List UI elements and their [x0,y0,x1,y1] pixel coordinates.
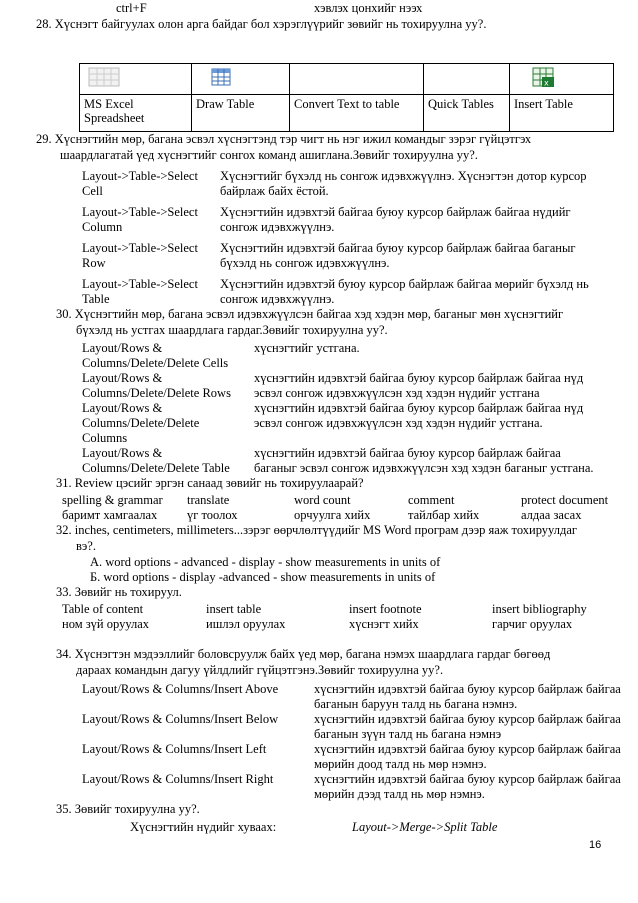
option-label-1: MS Excel Spreadsheet [80,95,192,132]
q29-left-1b: Cell [82,184,103,198]
q29-left-3a: Layout->Table->Select [82,241,198,255]
q29-left-1a: Layout->Table->Select [82,169,198,183]
q34-left-4: Layout/Rows & Columns/Insert Right [82,772,274,786]
q31-row2-1: баримт хамгаалах [62,508,158,522]
q31-row2-2: үг тоолох [187,508,238,522]
q34-left-3: Layout/Rows & Columns/Insert Left [82,742,267,756]
insert-table-icon [530,66,558,88]
q33-row1-2: insert table [206,602,262,616]
question-28: 28. Хүснэгт байгуулах олон арга байдаг бол хэрэглүүрийг зөвийг нь тохируулна уу?. [36,17,487,31]
q33-row2-4: гарчиг оруулах [492,617,573,631]
q30-right-3: эсвэл сонгож идэвхжүүлсэн хэд хэдэн нүдийг устгана [254,386,540,400]
question-30-line2: бүхэлд нь устгах шаардлага гардаг.Зөвийг тохируулна уу?. [76,323,388,337]
q30-left-8: Layout/Rows & [82,446,163,460]
q31-row2-5: алдаа засах [521,508,582,522]
q34-right-3b: мөрийн доод талд нь мөр нэмнэ. [314,757,487,771]
q30-right-4: хүснэгтийн идэвхтэй байгаа буюу курсор байрлаж байгаа нүд [254,401,584,415]
page-number: 16 [589,839,602,851]
question-32-line1: 32. inches, centimeters, millimeters...зэрэг өөрчлөлтүүдийг MS Word програм дээр яаж тохируулдаг [56,523,578,537]
icon-cell-1 [80,64,192,95]
q30-right-7: баганыг эсвэл сонгож идэвхжүүлсэн хэд хэдэн баганыг устгана. [254,461,594,475]
q34-right-3a: хүснэгтийн идэвхтэй байгаа буюу курсор байрлаж байгаа [314,742,621,756]
q33-row1-3: insert footnote [349,602,422,616]
q34-left-2: Layout/Rows & Columns/Insert Below [82,712,279,726]
question-34-line2: дараах командын дагуу үйлдлийг гүйцэтгэнэ.Зөвийг тохируулна уу?. [76,663,444,677]
q32-option-a: A. word options - advanced - display - show measurements in units of [90,555,441,569]
q34-right-1a: хүснэгтийн идэвхтэй байгаа буюу курсор байрлаж байгаа [314,682,621,696]
q31-row1-2: translate [187,493,230,507]
q34-right-4b: мөрийн дээд талд нь мөр нэмнэ. [314,787,485,801]
q29-right-3a: Хүснэгтийн идэвхтэй байгаа буюу курсор байрлаж байгаа баганыг [220,241,576,255]
q29-right-4b: сонгож идэвхжүүлнэ. [220,292,335,306]
option-label-2: Draw Table [192,95,290,132]
q31-row1-1: spelling & grammar [62,493,163,507]
q34-right-1b: баганын баруун талд нь багана нэмнэ. [314,697,518,711]
question-30-line1: 30. Хүснэгтийн мөр, багана эсвэл идэвхжүүлсэн байгаа хэд хэдэн мөр, баганыг мөн хүснэгтийг [56,307,564,321]
icon-cell-2 [192,64,290,95]
svg-text:x: x [544,78,549,88]
q30-right-5: эсвэл сонгож идэвхжүүлсэн хэд хэдэн нүдийг устгана. [254,416,543,430]
q33-row1-1: Table of content [62,602,144,616]
q29-left-4b: Table [82,292,110,306]
q30-left-9: Columns/Delete/Delete Table [82,461,230,475]
table-grid-icon [210,66,234,88]
insert-table-options [79,63,614,132]
q34-right-2b: баганын зүүн талд нь багана нэмнэ [314,727,502,741]
icon-cell-5 [510,64,614,95]
q34-right-4a: хүснэгтийн идэвхтэй байгаа буюу курсор байрлаж байгаа [314,772,621,786]
q29-right-4a: Хүснэгтийн идэвхтэй буюу курсор байрлаж байгаа мөрийг бүхэлд нь [220,277,589,291]
q29-right-3b: бүхэлд нь сонгож идэвхжүүлнэ. [220,256,390,270]
q35-left: Хүснэгтийн нүдийг хуваах: [130,820,277,834]
q34-left-1: Layout/Rows & Columns/Insert Above [82,682,279,696]
icon-cell-4 [424,64,510,95]
q29-right-1b: байрлаж байх ёстой. [220,184,329,198]
q29-left-4a: Layout->Table->Select [82,277,198,291]
shortcut-text: ctrl+F [116,1,147,15]
question-33: 33. Зөвийг нь тохируул. [56,585,182,599]
icon-cell-3 [290,64,424,95]
q33-row2-2: ишлэл оруулах [206,617,286,631]
q30-left-2: Columns/Delete/Delete Cells [82,356,229,370]
shortcut-description: хэвлэх цонхийг нээх [314,1,423,15]
q29-right-1a: Хүснэгтийг бүхэлд нь сонгож идэвхжүүлнэ. Хүснэгтэн дотор курсор [220,169,587,183]
q30-right-6: хүснэгтийн идэвхтэй байгаа буюу курсор байрлаж байгаа [254,446,561,460]
q31-row1-4: comment [408,493,455,507]
q30-left-1: Layout/Rows & [82,341,163,355]
q31-row1-3: word count [294,493,351,507]
q30-right-1: хүснэгтийг устгана. [254,341,360,355]
q31-row2-3: орчуулга хийх [294,508,371,522]
question-31: 31. Review цэсийг эргэн санаад зөвийг нь тохируулаарай? [56,476,364,490]
q31-row2-4: тайлбар хийх [408,508,480,522]
q29-left-2a: Layout->Table->Select [82,205,198,219]
q33-row2-3: хүснэгт хийх [349,617,419,631]
q30-left-5: Layout/Rows & [82,401,163,415]
question-35: 35. Зөвийг тохируулна уу?. [56,802,200,816]
question-29-line2: шаардлагатай үед хүснэгтийг сонгох команд ашиглана.Зөвийг тохируулна уу?. [60,148,478,162]
question-29-line1: 29. Хүснэгтийн мөр, багана эсвэл хүснэгтэнд тэр чигт нь нэг ижил командыг зэрэг гүйцэтгэх [36,132,532,146]
q30-left-4: Columns/Delete/Delete Rows [82,386,231,400]
q30-left-6: Columns/Delete/Delete [82,416,200,430]
q29-right-2a: Хүснэгтийн идэвхтэй байгаа буюу курсор байрлаж байгаа нүдийг [220,205,571,219]
q30-left-3: Layout/Rows & [82,371,163,385]
option-label-5: Insert Table [510,95,614,132]
q30-left-7: Columns [82,431,128,445]
q29-right-2b: сонгож идэвхжүүлнэ. [220,220,335,234]
option-label-3: Convert Text to table [290,95,424,132]
q32-option-b: Б. word options - display -advanced - show measurements in units of [90,570,436,584]
q29-left-3b: Row [82,256,106,270]
q33-row1-4: insert bibliography [492,602,587,616]
q35-right: Layout->Merge->Split Table [352,820,498,834]
question-32-line2: вэ?. [76,539,96,553]
q34-right-2a: хүснэгтийн идэвхтэй байгаа буюу курсор байрлаж байгаа [314,712,621,726]
spreadsheet-icon [88,66,122,88]
q31-row1-5: protect document [521,493,609,507]
option-label-4: Quick Tables [424,95,510,132]
question-34-line1: 34. Хүснэгтэн мэдээллийг боловсруулж байх үед мөр, багана нэмэх шаардлага гардаг бөгөөд [56,647,551,661]
q29-left-2b: Column [82,220,123,234]
q33-row2-1: ном зүй оруулах [62,617,150,631]
q30-right-2: хүснэгтийн идэвхтэй байгаа буюу курсор байрлаж байгаа нүд [254,371,584,385]
